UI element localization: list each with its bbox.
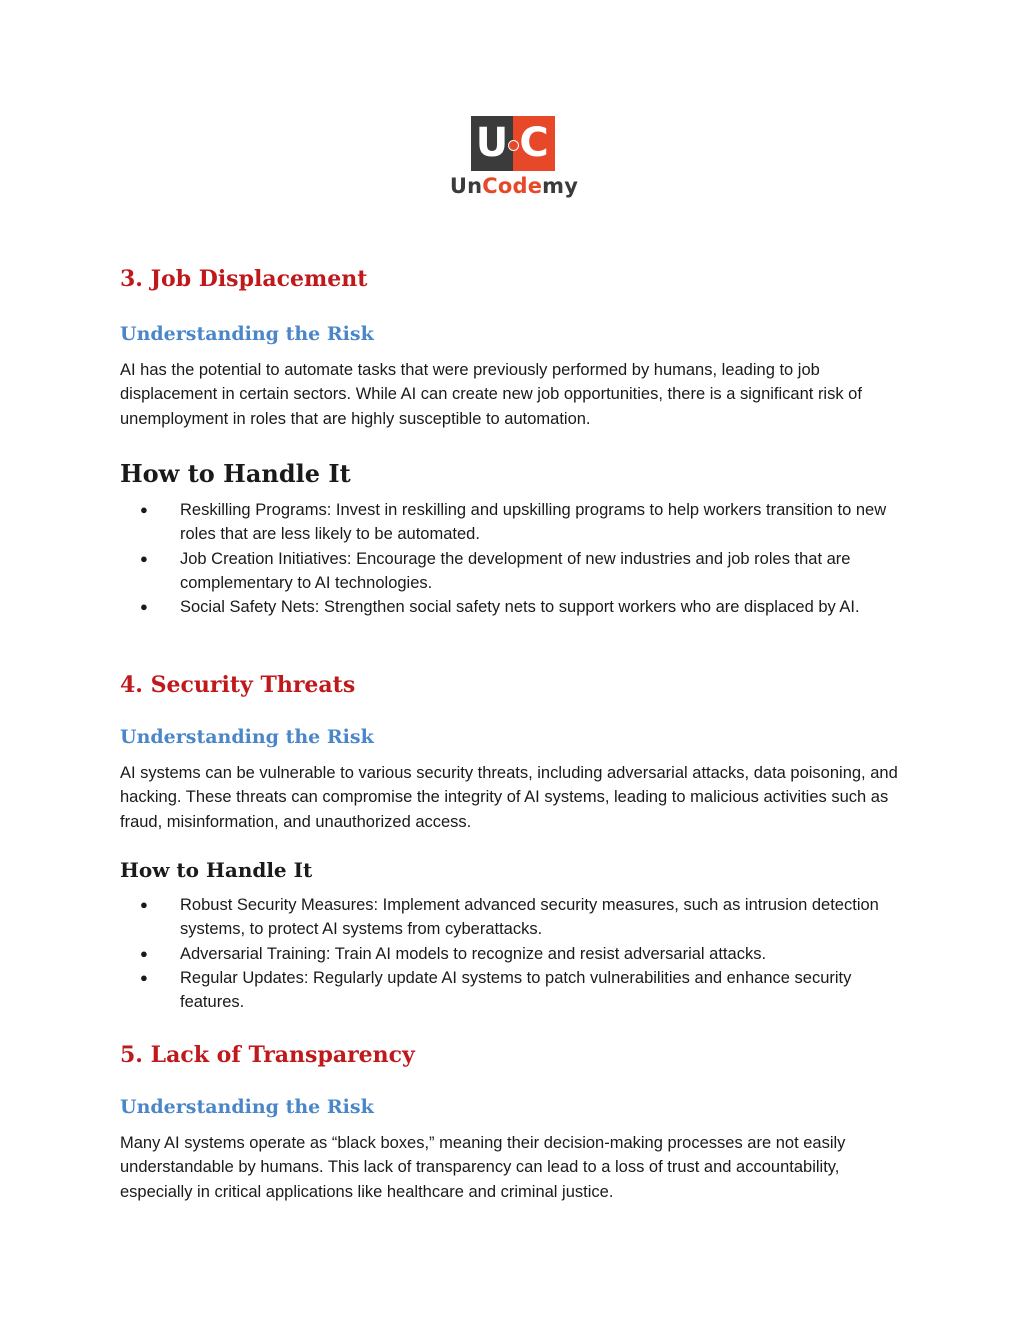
risk-heading-job-displacement: Understanding the Risk (120, 323, 374, 345)
risk-text-job-displacement: AI has the potential to automate tasks that were previously performed by humans, leading to job displacement in certain sectors. While AI can create new job opportunities, there is a significant risk of unemployment in roles that are highly susceptible to automation. (120, 361, 862, 428)
list-item (120, 893, 910, 942)
list-item (120, 547, 910, 596)
bullet-icon: ● (140, 945, 148, 961)
list-item-text: Job Creation Initiatives: Encourage the development of new industries and job roles that are complementary to AI technologies. (180, 549, 851, 592)
bullet-list-security-threats (120, 893, 910, 1014)
list-item (120, 498, 910, 547)
logo-dot (508, 140, 519, 151)
bullet-list-job-displacement (120, 498, 910, 619)
section-heading-job-displacement: 3. Job Displacement (120, 266, 368, 292)
list-item (120, 942, 910, 966)
logo-word-part3: my (542, 174, 579, 198)
list-item (120, 966, 910, 1015)
bullet-icon: ● (140, 599, 148, 615)
list-item-text: Adversarial Training: Train AI models to recognize and resist adversarial attacks. (180, 944, 767, 963)
list-item (120, 595, 910, 619)
bullet-icon: ● (140, 897, 148, 912)
logo-mark (471, 116, 555, 171)
handle-heading-security-threats: How to Handle It (120, 858, 313, 882)
logo-word-part1: Un (449, 174, 483, 198)
section-heading-security-threats: 4. Security Threats (120, 672, 356, 698)
list-item-text: Reskilling Programs: Invest in reskilling and upskilling programs to help workers transition to new roles that are less likely to be automated. (180, 501, 887, 544)
logo-wordmark (444, 174, 584, 198)
list-item-text: Social Safety Nets: Strengthen social safety nets to support workers who are displaced by AI. (180, 598, 860, 617)
logo-letter-u: U (471, 116, 513, 171)
bullet-icon: ● (140, 969, 148, 985)
risk-text-security-threats: AI systems can be vulnerable to various security threats, including adversarial attacks, data poisoning, and hacking. These threats can compromise the integrity of AI systems, leading to malicious activities such as fraud, misinformation, and unauthorized access. (120, 764, 898, 831)
section-heading-lack-of-transparency: 5. Lack of Transparency (120, 1042, 415, 1068)
risk-heading-security-threats: Understanding the Risk (120, 726, 374, 748)
bullet-icon: ● (140, 502, 148, 517)
logo-word-part2: Code (482, 174, 543, 198)
list-item-text: Robust Security Measures: Implement advanced security measures, such as intrusion detection systems, to protect AI systems from cyberattacks. (180, 896, 879, 939)
handle-heading-job-displacement: How to Handle It (120, 459, 351, 488)
bullet-icon: ● (140, 550, 148, 566)
risk-text-lack-of-transparency: Many AI systems operate as “black boxes,” meaning their decision-making processes are not easily understandable by humans. This lack of transparency can lead to a loss of trust and accountability, especially in critical applications like healthcare and criminal justice. (120, 1134, 846, 1201)
list-item-text: Regular Updates: Regularly update AI systems to patch vulnerabilities and enhance security features. (180, 968, 852, 1012)
uncodemy-logo (444, 116, 584, 208)
logo-letter-c: C (513, 116, 555, 171)
risk-heading-lack-of-transparency: Understanding the Risk (120, 1096, 374, 1118)
